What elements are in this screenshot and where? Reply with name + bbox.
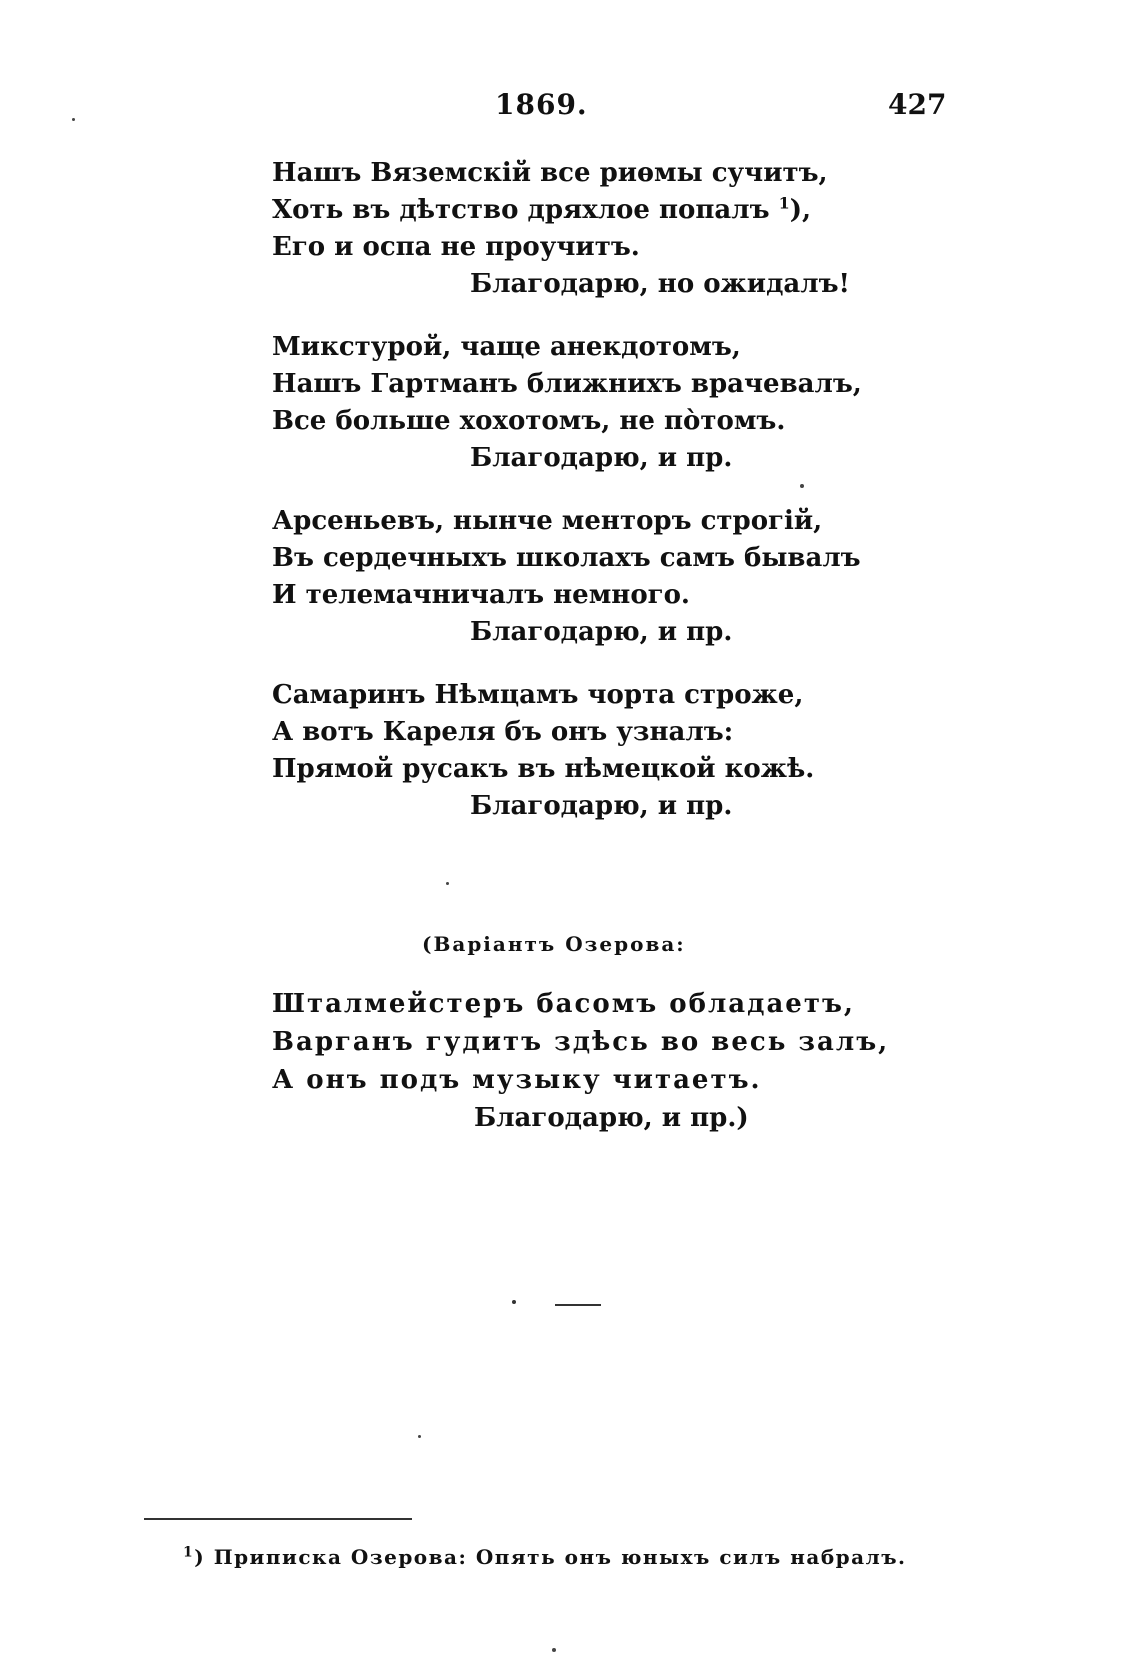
stanza (272, 329, 932, 477)
verse-line-text: Хоть въ дѣтство дряхлое попалъ (272, 195, 770, 225)
footnote (183, 1545, 907, 1569)
verse-line: Все больше хохотомъ, не пòтомъ. (272, 406, 786, 436)
verse-line: Нашъ Вяземскій все риѳмы сучитъ, (272, 158, 828, 188)
refrain-line: Благодарю, и пр. (470, 791, 733, 821)
end-ornament-rule (555, 1304, 601, 1306)
verse-line: Самаринъ Нѣмцамъ чорта строже, (272, 680, 804, 710)
running-header-year: 1869. (495, 88, 588, 121)
stanza (272, 155, 932, 303)
print-speck (800, 484, 804, 488)
verse-line: А вотъ Кареля бъ онъ узналъ: (272, 717, 734, 747)
poem (272, 155, 932, 851)
footnote-divider (144, 1518, 412, 1520)
refrain-line: Благодарю, и пр. (470, 443, 733, 473)
refrain-line: Благодарю, и пр. (470, 617, 733, 647)
refrain-line: Благодарю, и пр.) (474, 1103, 749, 1133)
variant-stanza (272, 985, 932, 1137)
verse-line (272, 192, 932, 229)
verse-line: И телемачничалъ немного. (272, 580, 690, 610)
verse-line: Шталмейстеръ басомъ обладаетъ, (272, 989, 855, 1019)
verse-line: Арсеньевъ, нынче менторъ строгій, (272, 506, 823, 536)
print-speck (552, 1648, 556, 1652)
verse-line: А онъ подъ музыку читаетъ. (272, 1065, 762, 1095)
verse-line: Нашъ Гартманъ ближнихъ врачевалъ, (272, 369, 862, 399)
footnote-reference: 1 (778, 193, 790, 213)
variant-heading: (Варiантъ Озерова: (422, 932, 686, 956)
verse-line: Прямой русакъ въ нѣмецкой кожѣ. (272, 754, 815, 784)
verse-line: Его и оспа не проучитъ. (272, 232, 640, 262)
verse-line: Микстурой, чаще анекдотомъ, (272, 332, 741, 362)
print-speck (418, 1435, 421, 1438)
verse-line-punctuation: ), (789, 195, 812, 225)
end-ornament-dot (512, 1300, 516, 1304)
print-speck (446, 882, 449, 885)
refrain-line: Благодарю, но ожидалъ! (470, 269, 850, 299)
verse-line: Въ сердечныхъ школахъ самъ бывалъ (272, 543, 861, 573)
print-speck (72, 118, 75, 121)
footnote-marker-close: ) (194, 1545, 206, 1569)
verse-line: Варганъ гудитъ здѣсь во весь залъ, (272, 1027, 890, 1057)
page-number: 427 (888, 88, 947, 121)
footnote-marker: 1 (183, 1544, 195, 1561)
footnote-text: Приписка Озерова: Опять онъ юныхъ силъ набралъ. (213, 1545, 907, 1569)
stanza (272, 677, 932, 825)
stanza (272, 503, 932, 651)
